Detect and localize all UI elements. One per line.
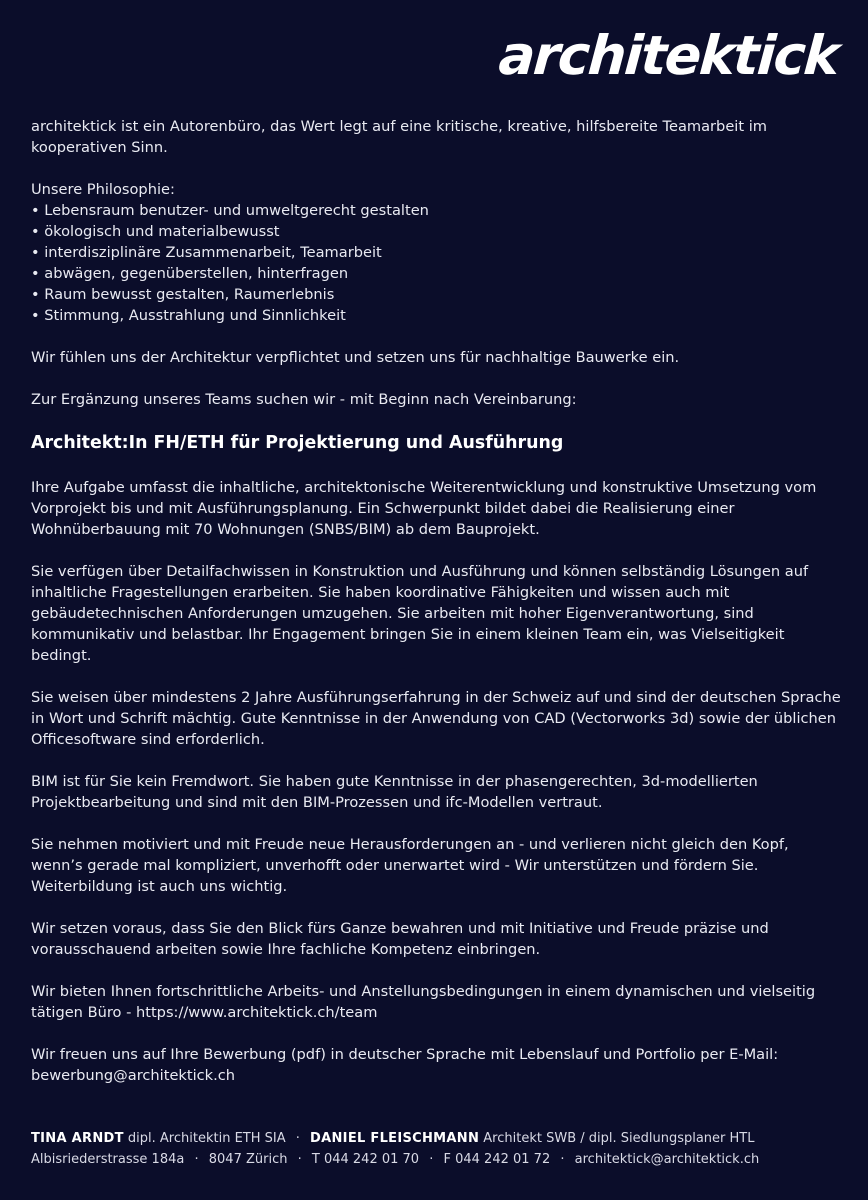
job-title: Architekt:In FH/ETH für Projektierung und Ausführung: [31, 433, 564, 453]
person2-title: Architekt SWB / dipl. Siedlungsplaner HTL: [483, 1131, 755, 1146]
intro-paragraph: architektick ist ein Autorenbüro, das Wert legt auf eine kritische, kreative, hilfsbereite Teamarbeit im kooperativen Sinn.: [31, 118, 767, 156]
closing-paragraph: [31, 1044, 843, 1086]
motivation-paragraph: Sie nehmen motiviert und mit Freude neue Herausforderungen an - und verlieren nicht gleich den Kopf, wenn’s gerade mal kompliziert, unverhofft oder unerwartet wird - Wir unterstützen und fördern Sie. Weiterbildung ist auch uns wichtig.: [31, 836, 789, 895]
search-paragraph: Zur Ergänzung unseres Teams suchen wir - mit Beginn nach Vereinbarung:: [31, 391, 577, 408]
philosophy-heading: Unsere Philosophie:: [31, 181, 175, 198]
street: Albisriederstrasse 184a: [31, 1152, 185, 1167]
philosophy-list: [31, 200, 843, 326]
phone: T 044 242 01 70: [311, 1152, 420, 1167]
job-posting: [31, 116, 843, 1086]
experience-paragraph: Sie weisen über mindestens 2 Jahre Ausführungserfahrung in der Schweiz auf und sind der deutschen Sprache in Wort und Schrift mächtig. Gute Kenntnisse in der Anwendung von CAD (Vectorworks 3d) sowie der üblichen Officesoftware sind erforderlich.: [31, 689, 841, 748]
footer-email[interactable]: architektick@architektick.ch: [574, 1152, 760, 1167]
list-item: • Lebensraum benutzer- und umweltgerecht gestalten: [31, 200, 843, 221]
application-email[interactable]: bewerbung@architektick.ch: [31, 1067, 236, 1084]
separator: ·: [194, 1152, 199, 1167]
list-item: • Stimmung, Ausstrahlung und Sinnlichkeit: [31, 305, 843, 326]
footer: [31, 1128, 846, 1170]
commitment-paragraph: Wir fühlen uns der Architektur verpflichtet und setzen uns für nachhaltige Bauwerke ein.: [31, 349, 680, 366]
separator: ·: [429, 1152, 434, 1167]
footer-names-line: [31, 1128, 846, 1149]
bim-paragraph: BIM ist für Sie kein Fremdwort. Sie haben gute Kenntnisse in der phasengerechten, 3d-modellierten Projektbearbeitung und sind mit den BIM-Prozessen und ifc-Modellen vertraut.: [31, 773, 758, 811]
closing-text: Wir freuen uns auf Ihre Bewerbung (pdf) in deutscher Sprache mit Lebenslauf und Portfolio per E-Mail:: [31, 1046, 779, 1063]
fax: F 044 242 01 72: [443, 1152, 551, 1167]
task-paragraph: Ihre Aufgabe umfasst die inhaltliche, architektonische Weiterentwicklung und konstruktive Umsetzung vom Vorprojekt bis und mit Ausführungsplanung. Ein Schwerpunkt bildet dabei die Realisierung einer Wohnüberbauung mit 70 Wohnungen (SNBS/BIM) ab dem Bauprojekt.: [31, 479, 817, 538]
separator: ·: [560, 1152, 565, 1167]
list-item: • Raum bewusst gestalten, Raumerlebnis: [31, 284, 843, 305]
separator: ·: [297, 1152, 302, 1167]
separator: ·: [295, 1131, 300, 1146]
person1-title: dipl. Architektin ETH SIA: [127, 1131, 286, 1146]
person2-name: DANIEL FLEISCHMANN: [310, 1131, 480, 1146]
offer-paragraph: Wir bieten Ihnen fortschrittliche Arbeits- und Anstellungsbedingungen in einem dynamischen und vielseitig tätigen Büro - https://www.architektick.ch/team: [31, 983, 816, 1021]
footer-address-line: [31, 1149, 846, 1170]
logo: architektick: [497, 24, 841, 87]
list-item: • ökologisch und materialbewusst: [31, 221, 843, 242]
philosophy-section: [31, 179, 843, 326]
list-item: • interdisziplinäre Zusammenarbeit, Teamarbeit: [31, 242, 843, 263]
person1-name: TINA ARNDT: [31, 1131, 124, 1146]
requirements-paragraph: Wir setzen voraus, dass Sie den Blick fürs Ganze bewahren und mit Initiative und Freude präzise und vorausschauend arbeiten sowie Ihre fachliche Kompetenz einbringen.: [31, 920, 769, 958]
skills-paragraph: Sie verfügen über Detailfachwissen in Konstruktion und Ausführung und können selbständig Lösungen auf inhaltliche Fragestellungen erarbeiten. Sie haben koordinative Fähigkeiten und wissen auch mit gebäudetechnischen Anforderungen umzugehen. Sie arbeiten mit hoher Eigenverantwortung, sind kommunikativ und belastbar. Ihr Engagement bringen Sie in einem kleinen Team ein, was Vielseitigkeit bedingt.: [31, 563, 809, 664]
city: 8047 Zürich: [208, 1152, 288, 1167]
list-item: • abwägen, gegenüberstellen, hinterfragen: [31, 263, 843, 284]
